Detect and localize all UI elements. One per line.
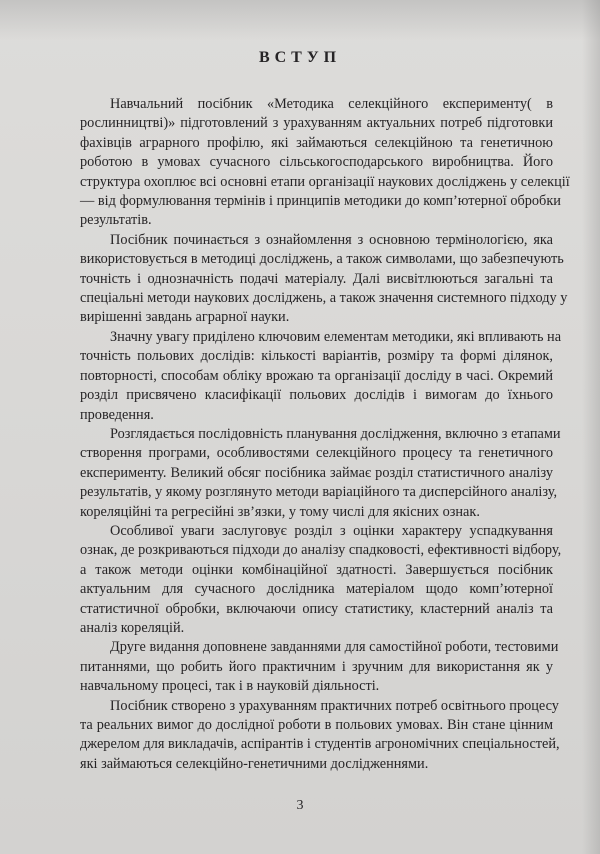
page-number: 3 [296,798,304,813]
text-line: Значну увагу приділено ключовим елементам методики, які впливають на [110,328,562,345]
scan-shadow-right [582,0,600,854]
text-line: вирішенні завдань аграрної науки. [80,309,290,326]
text-line: фахівців аграрного профілю, які займаються селекційною та генетичною [80,134,553,151]
text-line: аналіз кореляцій. [80,619,185,636]
paragraph [80,638,559,696]
text-line: — від формулювання термінів і принципів методики до комп’ютерної обробки [80,193,561,210]
text-line: а також методи оцінки комбінаційної здатності. Завершується посібник [80,561,553,578]
text-line: роботою в умовах сучасного сільськогосподарського виробництва. Його [80,154,553,171]
text-line: проведення. [80,406,154,423]
text-line: розділ присвячено класифікації польових дослідів і вимогам до їхнього [80,387,553,404]
text-line: Посібник створено з урахуванням практичних потреб освітнього процесу [110,697,559,714]
text-line: питаннями, що робить його практичним і зручним для використання як у [80,658,553,675]
text-line: Посібник починається з ознайомлення з основною термінологією, яка [110,231,553,248]
text-line: ознак, де розкриваються підходи до аналізу спадковості, ефективності відбору, [80,542,562,559]
text-line: точність польових дослідів: кількості варіантів, розміру та формі ділянок, [80,348,553,365]
text-line: Розглядається послідовність планування дослідження, включно з етапами [110,425,561,442]
text-line: джерелом для викладачів, аспірантів і студентів агрономічних спеціальностей, [80,736,560,753]
text-line: які займаються селекційно-генетичними дослідженнями. [80,755,429,772]
page-title: ВСТУП [258,49,342,66]
text-line: навчальному процесі, так і в науковій діяльності. [80,678,380,695]
text-line: експерименту. Великий обсяг посібника займає розділ статистичного аналізу [80,464,553,481]
text-line: використовується в методиці досліджень, а також символами, що забезпечують [80,251,564,268]
text-line: кореляційні та регресійні зв’язки, у тому числі для якісних ознак. [80,503,480,520]
scan-shadow-top [0,0,600,40]
paragraph [80,697,560,775]
text-line: результатів. [80,212,152,229]
text-line: точність і однозначність подачі матеріалу. Далі висвітлюються загальні та [80,270,553,287]
paragraph [80,425,561,522]
paragraph [80,522,562,638]
paragraph [80,231,568,328]
paragraph [80,328,562,425]
text-line: повторності, способам обліку врожаю та організації досліду в часі. Окремий [80,367,553,384]
text-line: результатів, у якому розглянуто методи варіаційного та дисперсійного аналізу, [80,484,558,501]
paragraph [80,95,570,231]
body-text [80,95,570,774]
text-line: актуальним для сучасного дослідника матеріалом щодо комп’ютерної [80,581,553,598]
text-line: структура охоплює всі основні етапи організації наукових досліджень у селекції [80,173,570,190]
text-line: Навчальний посібник «Методика селекційного експерименту( в [110,96,553,112]
text-line: статистичної обробки, включаючи опису статистику, кластерний аналіз та [80,600,553,617]
text-line: рослинництві)» підготовлений з урахуванням актуальних потреб підготовки [80,115,553,132]
text-line: створення програми, особливостями селекційного процесу та генетичного [80,445,553,462]
text-line: Друге видання доповнене завданнями для самостійної роботи, тестовими [110,639,559,656]
text-line: спеціальні методи наукових досліджень, а також значення системного підходу у [80,290,568,307]
text-line: Особливої уваги заслуговує розділ з оцінки характеру успадкування [110,522,553,539]
text-line: та реальних вимог до дослідної роботи в польових умовах. Він стане цінним [80,717,553,733]
